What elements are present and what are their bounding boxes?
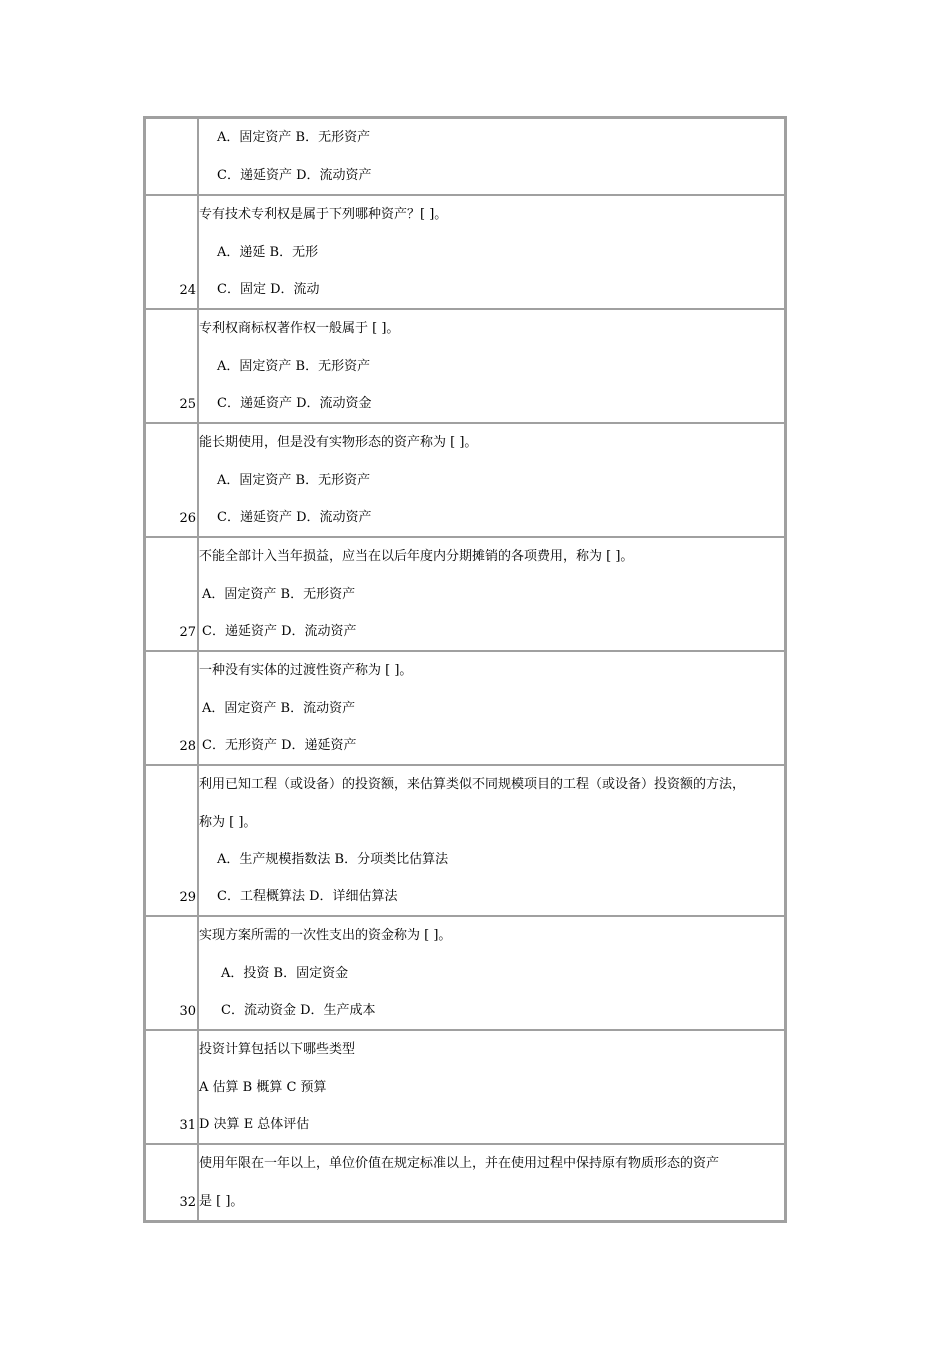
table-row <box>145 195 785 309</box>
option-line: C．流动资金 D．生产成本 <box>221 1003 376 1018</box>
option-line: A 估算 B 概算 C 预算 <box>199 1080 327 1095</box>
question-cell <box>198 537 785 651</box>
question-number: 29 <box>145 765 198 916</box>
question-text: 不能全部计入当年损益，应当在以后年度内分期摊销的各项费用，称为 [ ]。 <box>199 549 634 564</box>
table-row <box>145 765 785 916</box>
table-row <box>145 651 785 765</box>
question-number: 25 <box>145 309 198 423</box>
question-number: 32 <box>145 1144 198 1221</box>
question-cell <box>198 916 785 1030</box>
question-cell <box>198 309 785 423</box>
question-cell <box>198 118 785 195</box>
question-cell <box>198 423 785 537</box>
question-number: 27 <box>145 537 198 651</box>
question-cell <box>198 1030 785 1144</box>
option-line: A．固定资产 B．无形资产 <box>217 130 371 145</box>
question-table <box>143 116 787 1223</box>
table-row <box>145 537 785 651</box>
table-row <box>145 1144 785 1221</box>
option-line: D 决算 E 总体评估 <box>199 1117 310 1132</box>
option-line: A．固定资产 B．无形资产 <box>217 359 371 374</box>
table-row <box>145 1030 785 1144</box>
question-text: 利用已知工程（或设备）的投资额，来估算类似不同规模项目的工程（或设备）投资额的方法， <box>199 777 746 792</box>
table-row <box>145 309 785 423</box>
option-line: A．固定资产 B．无形资产 <box>217 473 371 488</box>
question-text: 一种没有实体的过渡性资产称为 [ ]。 <box>199 663 413 678</box>
question-text: 使用年限在一年以上，单位价值在规定标准以上，并在使用过程中保持原有物质形态的资产 <box>199 1156 720 1171</box>
table-row <box>145 118 785 195</box>
option-line: C．递延资产 D．流动资金 <box>217 396 372 411</box>
question-cell <box>198 651 785 765</box>
question-cell <box>198 195 785 309</box>
option-line: C．递延资产 D．流动资产 <box>217 168 372 183</box>
option-line: A．固定资产 B．流动资产 <box>202 701 356 716</box>
option-line: A．递延 B．无形 <box>217 245 319 260</box>
option-line: C．无形资产 D．递延资产 <box>202 738 357 753</box>
question-cell <box>198 765 785 916</box>
option-line: C．递延资产 D．流动资产 <box>217 510 372 525</box>
question-text-continued: 是 [ ]。 <box>199 1194 244 1209</box>
option-line: C．递延资产 D．流动资产 <box>202 624 357 639</box>
option-line: C．工程概算法 D．详细估算法 <box>217 889 398 904</box>
question-text: 能长期使用，但是没有实物形态的资产称为 [ ]。 <box>199 435 478 450</box>
option-line: A．固定资产 B．无形资产 <box>202 587 356 602</box>
question-number: 28 <box>145 651 198 765</box>
question-number: 30 <box>145 916 198 1030</box>
question-number: 24 <box>145 195 198 309</box>
table-row <box>145 916 785 1030</box>
option-line: A．生产规模指数法 B．分项类比估算法 <box>217 852 449 867</box>
question-cell <box>198 1144 785 1221</box>
question-text: 实现方案所需的一次性支出的资金称为 [ ]。 <box>199 928 452 943</box>
table-row <box>145 423 785 537</box>
question-text: 专利权商标权著作权一般属于 [ ]。 <box>199 321 400 336</box>
option-line: A．投资 B．固定资金 <box>221 966 349 981</box>
question-number: 31 <box>145 1030 198 1144</box>
question-number: 26 <box>145 423 198 537</box>
question-text-continued: 称为 [ ]。 <box>199 815 257 830</box>
option-line: C．固定 D．流动 <box>217 282 320 297</box>
question-text: 投资计算包括以下哪些类型 <box>199 1042 356 1057</box>
question-number <box>145 118 198 195</box>
question-text: 专有技术专利权是属于下列哪种资产？[ ]。 <box>199 207 448 222</box>
